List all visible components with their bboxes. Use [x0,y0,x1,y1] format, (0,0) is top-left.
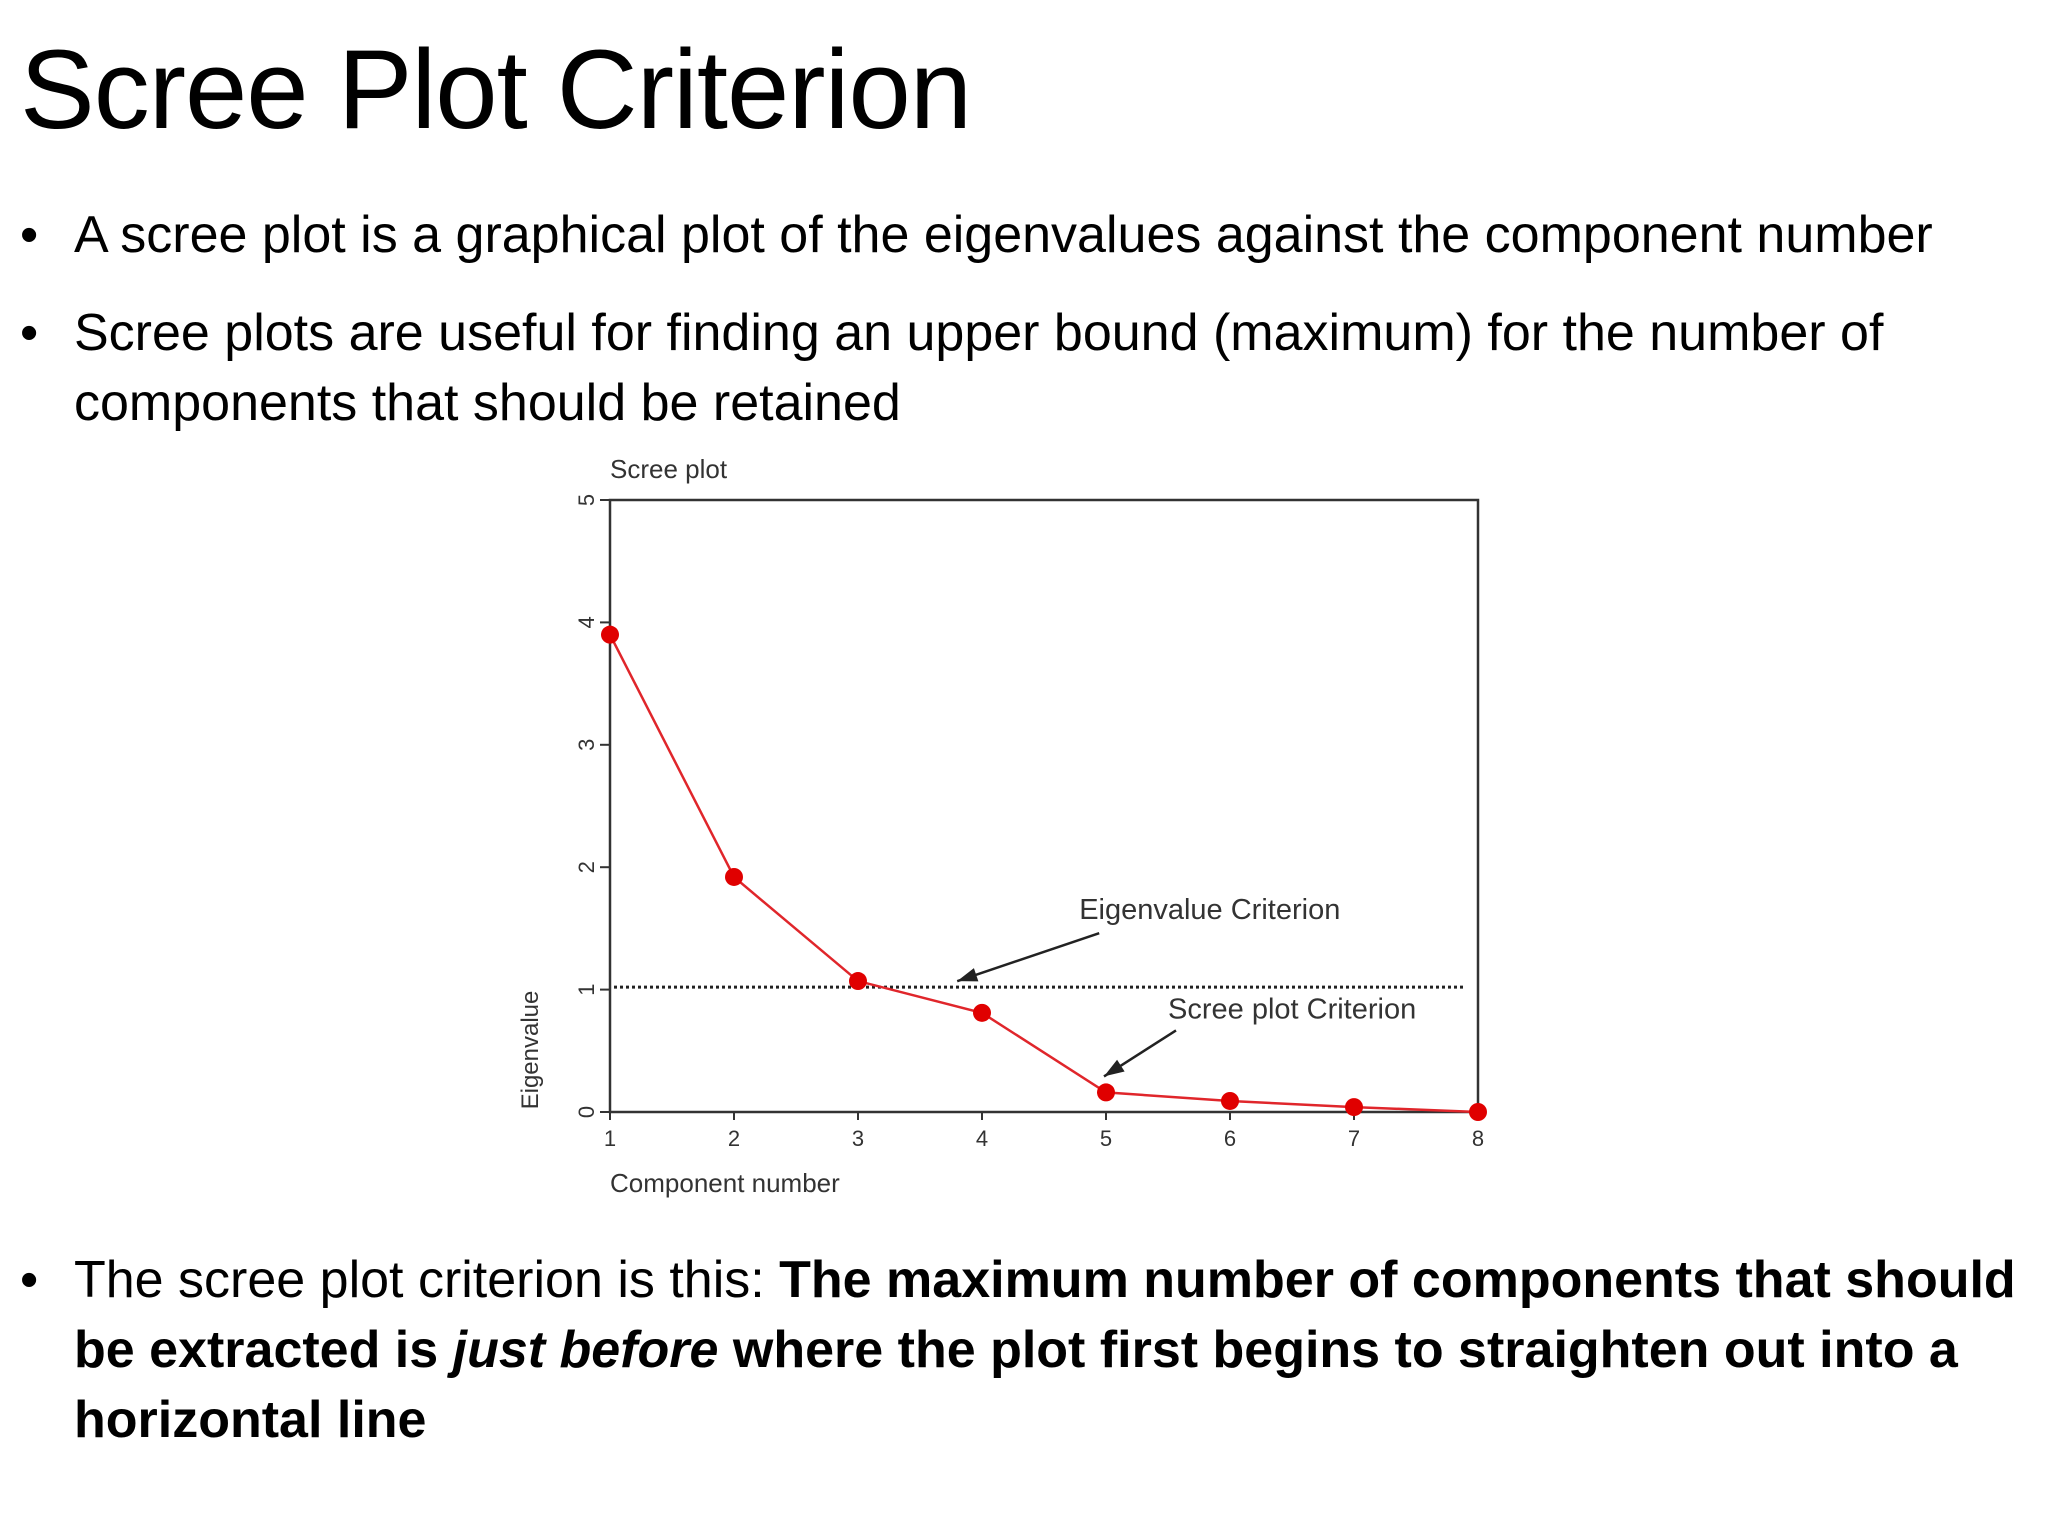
y-axis [574,494,610,1118]
y-tick-label: 2 [573,861,599,874]
y-tick-label: 0 [573,1105,599,1119]
bullet-bold-text: The maximum number of components that should be extracted is [74,1251,2016,1379]
bullet-text [74,1251,2016,1449]
scree-plot-chart [500,450,1500,1210]
bullet-text: Scree plots are useful for finding an upper bound (maximum) for the number of components that should be retained [74,304,1884,432]
bullet-item-criterion [20,1245,2048,1455]
x-tick-label: 4 [975,1126,989,1151]
bullet-list [20,200,2020,466]
annotation-label: Scree plot Criterion [1168,993,1417,1026]
x-tick-label: 2 [727,1126,741,1151]
x-tick-label: 7 [1347,1126,1361,1151]
bullet-dot: • [20,1251,39,1309]
bullet-item-usefulness [20,298,2020,438]
data-point [849,972,867,990]
bullet-bold-italic-text: just before [452,1321,719,1379]
x-tick-label: 5 [1099,1126,1113,1151]
annotation-scree-plot-criterion [1104,993,1416,1076]
annotation-eigenvalue-criterion [957,894,1340,981]
x-tick-label: 1 [603,1126,617,1151]
data-point [1097,1083,1115,1101]
annotation-label: Eigenvalue Criterion [1079,894,1341,927]
slide-title: Scree Plot Criterion [20,27,972,152]
arrowhead-icon [957,968,978,981]
data-point [1221,1092,1239,1110]
arrowhead-icon [1104,1060,1125,1077]
chart-title: Scree plot [610,454,728,484]
x-axis [604,1112,1484,1151]
bullet-dot: • [20,206,39,264]
data-point [725,868,743,886]
x-tick-label: 6 [1223,1126,1237,1151]
y-tick-label: 4 [573,616,599,629]
bullet-bold-text-end: where the plot first begins to straighten out into a horizontal line [74,1321,1958,1449]
x-tick-label: 3 [851,1126,865,1151]
bullet-prefix: The scree plot criterion is this: [74,1251,780,1309]
data-point [601,626,619,644]
data-points [601,626,1487,1121]
data-point [1469,1103,1487,1121]
y-axis-label: Eigenvalue [517,990,544,1110]
y-tick-label: 5 [573,493,599,507]
y-tick-label: 3 [573,738,599,751]
bullet-item-definition [20,200,2020,270]
bullet-text: A scree plot is a graphical plot of the eigenvalues against the component number [74,206,1933,264]
x-axis-label: Component number [610,1168,840,1198]
x-tick-label: 8 [1471,1126,1485,1151]
bullet-dot: • [20,304,39,362]
data-point [1345,1098,1363,1116]
annotation-arrow [957,933,1099,981]
y-tick-label: 1 [573,983,599,996]
data-point [973,1004,991,1022]
